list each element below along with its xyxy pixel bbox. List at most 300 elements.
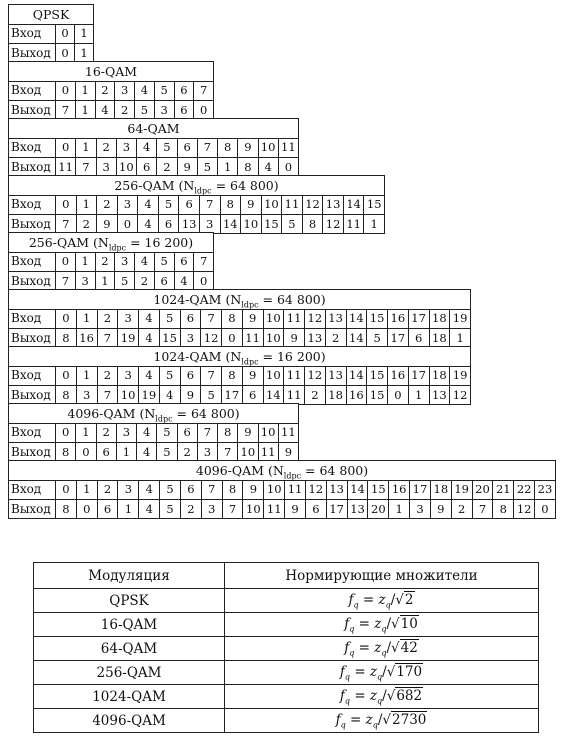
input-cell: 1	[77, 480, 98, 499]
input-cell: 4	[139, 309, 160, 328]
input-cell: 7	[201, 309, 222, 328]
input-cell: 5	[160, 309, 181, 328]
input-cell: 18	[431, 480, 452, 499]
mapping-table-title: 1024-QAM ($N_{ldpc} = 64$ 800)	[9, 290, 470, 310]
output-cell: 14	[347, 329, 368, 348]
factor-cell	[225, 613, 539, 637]
input-cell: 13	[326, 366, 347, 385]
input-cell: 9	[243, 480, 264, 499]
output-cell: 14	[221, 215, 242, 234]
output-cell: 9	[178, 158, 198, 177]
output-cell: 6	[97, 443, 117, 462]
output-row	[9, 328, 470, 348]
output-cell: 0	[118, 215, 139, 234]
input-cell: 2	[97, 195, 118, 214]
output-cell: 5	[157, 443, 177, 462]
mapping-table	[8, 232, 214, 291]
output-cell: 4	[138, 215, 159, 234]
input-cell: 1	[76, 81, 96, 100]
output-cell: 1	[389, 500, 410, 519]
input-cell: 3	[117, 138, 137, 157]
modulation-cell: 64-QAM	[34, 637, 225, 661]
output-cell: 15	[262, 215, 283, 234]
output-cell: 13	[430, 386, 451, 405]
input-cell: 20	[473, 480, 494, 499]
input-row	[9, 81, 213, 100]
output-cell: 7	[56, 101, 76, 120]
output-cell: 19	[118, 329, 139, 348]
mapping-table-title: QPSK	[9, 5, 93, 25]
output-cell: 15	[160, 329, 181, 348]
output-cell: 6	[155, 272, 175, 291]
output-cell: 4	[137, 443, 157, 462]
output-cell: 18	[326, 386, 347, 405]
output-cell: 13	[305, 329, 326, 348]
output-cell: 0	[76, 443, 96, 462]
output-cell: 10	[243, 500, 264, 519]
input-cell: 10	[262, 195, 283, 214]
radicand: 2	[404, 591, 414, 608]
input-cell: 3	[115, 252, 135, 271]
column-header-modulation: Модуляция	[34, 563, 225, 589]
output-row	[9, 214, 384, 234]
output-cell: 0	[284, 160, 293, 174]
input-cell: 11	[285, 480, 306, 499]
input-cell: 13	[327, 480, 348, 499]
output-cell: 0	[541, 502, 549, 516]
output-label: Выход	[9, 44, 56, 63]
input-cell: 5	[157, 138, 177, 157]
output-cell: 6	[243, 386, 264, 405]
input-cell: 19	[452, 480, 473, 499]
output-cell: 5	[115, 272, 135, 291]
input-cell: 7	[199, 83, 208, 97]
output-cell: 8	[56, 329, 77, 348]
mapping-table-title: 4096-QAM ($N_{ldpc} = 64$ 800)	[9, 404, 298, 424]
factor-cell	[225, 661, 539, 685]
input-cell: 6	[175, 81, 195, 100]
output-cell: 11	[264, 500, 285, 519]
input-cell: 19	[452, 311, 468, 325]
radicand: 170	[396, 663, 423, 680]
input-row	[9, 24, 93, 43]
input-cell: 15	[366, 197, 382, 211]
output-label: Выход	[9, 443, 56, 462]
output-cell: 8	[493, 500, 514, 519]
mapping-table	[8, 460, 556, 519]
input-cell: 3	[115, 81, 135, 100]
output-cell: 6	[409, 329, 430, 348]
input-cell: 4	[138, 195, 159, 214]
input-cell: 11	[281, 140, 296, 154]
mapping-table-title: 64-QAM	[9, 119, 298, 139]
mapping-table	[8, 346, 471, 405]
output-cell: 7	[56, 272, 76, 291]
output-cell: 10	[118, 386, 139, 405]
input-label: Вход	[9, 366, 56, 385]
output-cell: 10	[238, 443, 258, 462]
output-cell: 2	[326, 329, 347, 348]
input-cell: 11	[282, 195, 303, 214]
input-row	[9, 366, 470, 385]
output-cell: 16	[77, 329, 98, 348]
output-cell: 8	[303, 215, 324, 234]
output-cell: 11	[259, 443, 279, 462]
input-cell: 0	[56, 423, 76, 442]
output-cell: 13	[179, 215, 200, 234]
output-cell: 0	[222, 329, 243, 348]
input-cell: 1	[77, 366, 98, 385]
output-cell: 11	[284, 386, 305, 405]
input-cell: 12	[306, 480, 327, 499]
input-cell: 3	[118, 366, 139, 385]
input-cell: 1	[76, 138, 96, 157]
input-row	[9, 252, 213, 271]
norm-row	[34, 589, 539, 613]
input-cell: 6	[179, 195, 200, 214]
input-cell: 7	[199, 254, 208, 268]
input-cell: 8	[218, 138, 238, 157]
output-label: Выход	[9, 272, 56, 291]
output-cell: 1	[80, 46, 88, 60]
output-row	[9, 499, 555, 519]
input-cell: 21	[493, 480, 514, 499]
output-cell: 4	[175, 272, 195, 291]
input-cell: 1	[77, 195, 98, 214]
output-cell: 6	[137, 158, 157, 177]
input-cell: 2	[98, 480, 119, 499]
input-cell: 1	[80, 26, 88, 40]
input-label: Вход	[9, 423, 56, 442]
input-cell: 11	[284, 309, 305, 328]
radicand: 682	[396, 687, 423, 704]
output-cell: 8	[238, 158, 258, 177]
output-cell: 0	[388, 386, 409, 405]
input-row	[9, 423, 298, 442]
norm-row	[34, 613, 539, 637]
input-cell: 6	[175, 252, 195, 271]
output-cell: 2	[178, 443, 198, 462]
input-cell: 4	[139, 366, 160, 385]
output-cell: 4	[139, 500, 160, 519]
input-cell: 7	[202, 480, 223, 499]
mapping-table	[8, 61, 214, 120]
normalization-table	[33, 562, 539, 733]
output-cell: 12	[201, 329, 222, 348]
norm-row	[34, 661, 539, 685]
output-cell: 16	[347, 386, 368, 405]
factor-formula: $f_q = z_q/√2$	[348, 591, 414, 610]
input-cell: 6	[181, 480, 202, 499]
output-cell: 9	[284, 445, 293, 459]
input-cell: 0	[56, 309, 77, 328]
input-label: Вход	[9, 195, 56, 214]
input-label: Вход	[9, 138, 56, 157]
output-cell: 0	[56, 44, 75, 63]
input-cell: 5	[160, 366, 181, 385]
input-cell: 8	[223, 480, 244, 499]
modulation-cell: 4096-QAM	[34, 709, 225, 733]
output-label: Выход	[9, 215, 56, 234]
input-cell: 18	[430, 309, 451, 328]
output-cell: 5	[135, 101, 155, 120]
output-cell: 17	[327, 500, 348, 519]
output-cell: 2	[135, 272, 155, 291]
input-cell: 14	[348, 480, 369, 499]
output-cell: 1	[96, 272, 116, 291]
factor-cell	[225, 709, 539, 733]
input-cell: 0	[56, 81, 76, 100]
output-cell: 7	[218, 443, 238, 462]
output-cell: 3	[198, 443, 218, 462]
input-cell: 17	[410, 480, 431, 499]
output-cell: 6	[175, 101, 195, 120]
input-cell: 2	[98, 309, 119, 328]
radicand: 2730	[392, 711, 427, 728]
radicand: 42	[400, 639, 418, 656]
output-cell: 3	[97, 158, 117, 177]
output-cell: 8	[56, 500, 77, 519]
mapping-table-title: 16-QAM	[9, 62, 213, 82]
output-cell: 11	[344, 215, 365, 234]
input-cell: 18	[430, 366, 451, 385]
output-cell: 7	[98, 329, 119, 348]
output-cell: 6	[306, 500, 327, 519]
input-cell: 3	[118, 195, 139, 214]
input-cell: 5	[160, 480, 181, 499]
output-cell: 5	[282, 215, 303, 234]
output-cell: 12	[514, 500, 535, 519]
output-label: Выход	[9, 158, 56, 177]
input-cell: 4	[137, 423, 157, 442]
output-cell: 6	[159, 215, 180, 234]
output-cell: 2	[452, 500, 473, 519]
output-row	[9, 271, 213, 291]
input-cell: 10	[259, 138, 279, 157]
output-cell: 5	[201, 386, 222, 405]
input-cell: 16	[388, 366, 409, 385]
factor-formula: $f_q = z_q/√10$	[344, 615, 418, 634]
output-cell: 9	[181, 386, 202, 405]
input-cell: 2	[98, 366, 119, 385]
input-cell: 0	[56, 480, 77, 499]
input-label: Вход	[9, 480, 56, 499]
output-cell: 3	[77, 386, 98, 405]
input-cell: 15	[367, 366, 388, 385]
output-cell: 7	[223, 500, 244, 519]
output-cell: 9	[285, 500, 306, 519]
output-cell: 17	[222, 386, 243, 405]
output-cell: 17	[388, 329, 409, 348]
output-cell: 2	[181, 500, 202, 519]
output-cell: 12	[452, 388, 468, 402]
input-cell: 5	[157, 423, 177, 442]
output-cell: 3	[410, 500, 431, 519]
input-cell: 16	[388, 309, 409, 328]
input-cell: 13	[326, 309, 347, 328]
input-cell: 7	[201, 366, 222, 385]
output-cell: 8	[56, 386, 77, 405]
factor-cell	[225, 589, 539, 613]
input-cell: 6	[178, 138, 198, 157]
mapping-table	[8, 175, 385, 234]
input-cell: 9	[243, 366, 264, 385]
input-cell: 2	[96, 81, 116, 100]
output-cell: 2	[157, 158, 177, 177]
output-cell: 11	[243, 329, 264, 348]
output-cell: 0	[77, 500, 98, 519]
input-cell: 5	[159, 195, 180, 214]
input-cell: 14	[344, 195, 365, 214]
input-cell: 4	[139, 480, 160, 499]
input-cell: 7	[198, 138, 218, 157]
output-row	[9, 385, 470, 405]
input-cell: 3	[117, 423, 137, 442]
output-cell: 3	[202, 500, 223, 519]
input-cell: 6	[181, 309, 202, 328]
input-cell: 13	[323, 195, 344, 214]
mapping-table	[8, 289, 471, 348]
output-cell: 1	[117, 443, 137, 462]
input-row	[9, 309, 470, 328]
input-cell: 14	[347, 309, 368, 328]
output-cell: 7	[76, 158, 96, 177]
mapping-table	[8, 118, 299, 177]
input-cell: 10	[264, 309, 285, 328]
output-cell: 10	[117, 158, 137, 177]
input-cell: 22	[514, 480, 535, 499]
output-cell: 1	[218, 158, 238, 177]
input-cell: 1	[77, 309, 98, 328]
input-cell: 0	[56, 138, 76, 157]
input-cell: 15	[367, 309, 388, 328]
input-cell: 23	[537, 482, 553, 496]
input-cell: 10	[264, 366, 285, 385]
factor-formula: $f_q = z_q/√170$	[339, 663, 423, 682]
input-label: Вход	[9, 252, 56, 271]
input-cell: 14	[347, 366, 368, 385]
factor-formula: $f_q = z_q/√42$	[344, 639, 418, 658]
output-cell: 5	[198, 158, 218, 177]
input-cell: 5	[155, 252, 175, 271]
input-cell: 9	[241, 195, 262, 214]
input-cell: 2	[97, 423, 117, 442]
input-cell: 8	[222, 366, 243, 385]
input-cell: 5	[155, 81, 175, 100]
output-cell: 19	[139, 386, 160, 405]
output-label: Выход	[9, 500, 56, 519]
output-row	[9, 442, 298, 462]
input-cell: 0	[56, 24, 75, 43]
input-cell: 7	[198, 423, 218, 442]
output-cell: 9	[284, 329, 305, 348]
input-cell: 7	[200, 195, 221, 214]
input-cell: 9	[238, 138, 258, 157]
input-cell: 19	[452, 368, 468, 382]
output-cell: 2	[77, 215, 98, 234]
output-cell: 5	[367, 329, 388, 348]
input-cell: 6	[181, 366, 202, 385]
output-cell: 2	[115, 101, 135, 120]
input-cell: 16	[389, 480, 410, 499]
mapping-table	[8, 4, 94, 63]
input-cell: 12	[305, 309, 326, 328]
input-label: Вход	[9, 309, 56, 328]
input-row	[9, 138, 298, 157]
output-cell: 7	[98, 386, 119, 405]
factor-formula: $f_q = z_q/√2730$	[335, 711, 427, 730]
output-cell: 1	[409, 386, 430, 405]
input-cell: 2	[97, 138, 117, 157]
modulation-cell: 16-QAM	[34, 613, 225, 637]
factor-formula: $f_q = z_q/√682$	[339, 687, 423, 706]
input-cell: 2	[96, 252, 116, 271]
output-cell: 13	[348, 500, 369, 519]
input-cell: 6	[178, 423, 198, 442]
input-cell: 15	[368, 480, 389, 499]
output-cell: 6	[98, 500, 119, 519]
input-cell: 1	[76, 252, 96, 271]
input-label: Вход	[9, 24, 56, 43]
output-cell: 14	[264, 386, 285, 405]
output-row	[9, 157, 298, 177]
mapping-table-title: 4096-QAM ($N_{ldpc} = 64$ 800)	[9, 461, 555, 481]
norm-row	[34, 637, 539, 661]
output-cell: 1	[76, 101, 96, 120]
input-cell: 17	[409, 309, 430, 328]
output-cell: 11	[56, 158, 76, 177]
input-cell: 9	[243, 309, 264, 328]
output-cell: 10	[264, 329, 285, 348]
output-cell: 3	[181, 329, 202, 348]
input-cell: 11	[281, 425, 296, 439]
input-cell: 3	[118, 309, 139, 328]
output-cell: 4	[160, 386, 181, 405]
output-cell: 15	[367, 386, 388, 405]
input-row	[9, 195, 384, 214]
output-cell: 0	[199, 274, 208, 288]
column-header-factors: Нормирующие множители	[225, 563, 539, 589]
output-cell: 1	[370, 217, 378, 231]
input-cell: 8	[222, 309, 243, 328]
output-cell: 12	[323, 215, 344, 234]
output-cell: 3	[200, 215, 221, 234]
input-cell: 8	[218, 423, 238, 442]
input-cell: 0	[56, 366, 77, 385]
input-cell: 3	[118, 480, 139, 499]
input-cell: 1	[76, 423, 96, 442]
output-label: Выход	[9, 329, 56, 348]
norm-row	[34, 685, 539, 709]
output-cell: 9	[97, 215, 118, 234]
input-cell: 11	[284, 366, 305, 385]
output-cell: 4	[96, 101, 116, 120]
mapping-table-title: 1024-QAM ($N_{ldpc} = 16$ 200)	[9, 347, 470, 367]
input-label: Вход	[9, 81, 56, 100]
output-cell: 7	[473, 500, 494, 519]
mapping-table-title: 256-QAM ($N_{ldpc} = 64$ 800)	[9, 176, 384, 196]
output-cell: 10	[241, 215, 262, 234]
output-cell: 7	[56, 215, 77, 234]
output-cell: 4	[139, 329, 160, 348]
input-cell: 10	[264, 480, 285, 499]
input-cell: 0	[56, 195, 77, 214]
factor-cell	[225, 685, 539, 709]
output-cell: 20	[368, 500, 389, 519]
output-cell: 4	[259, 158, 279, 177]
factor-cell	[225, 637, 539, 661]
output-cell: 3	[155, 101, 175, 120]
